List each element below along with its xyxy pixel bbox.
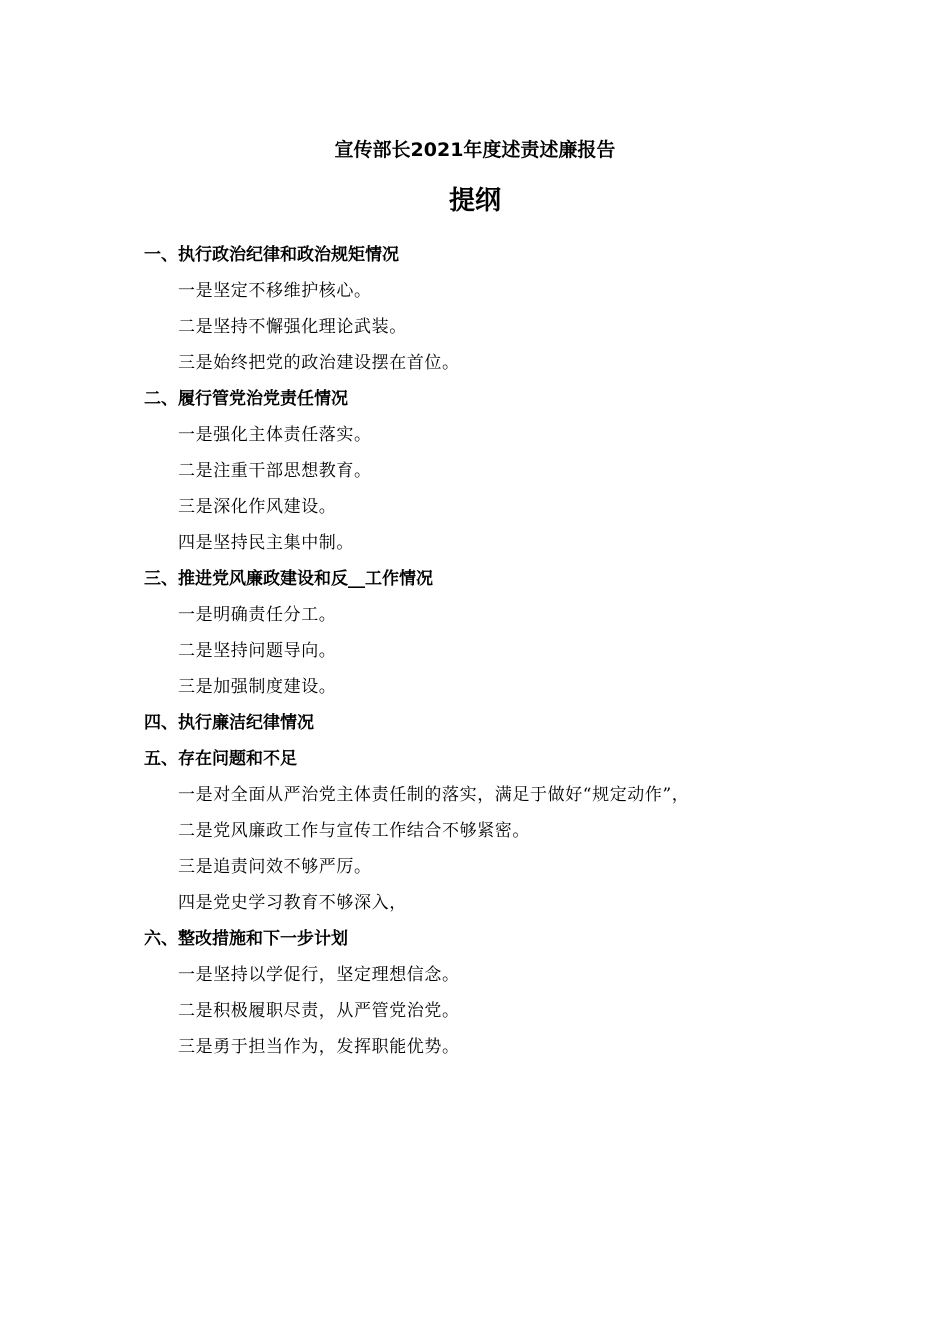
outline-item: 四是党史学习教育不够深入，	[178, 893, 407, 913]
outline-item: 三是深化作风建设。	[178, 497, 337, 517]
outline-item: 二是坚持问题导向。	[178, 641, 337, 661]
outline-item: 二是坚持不懈强化理论武装。	[178, 317, 407, 337]
section-heading: 二、履行管党治党责任情况	[144, 389, 348, 409]
outline-item: 三是加强制度建设。	[178, 677, 337, 697]
document-title: 宣传部长2021年度述责述廉报告	[334, 139, 616, 161]
outline-item: 三是始终把党的政治建设摆在首位。	[178, 353, 460, 373]
outline-item: 二是注重干部思想教育。	[178, 461, 372, 481]
outline-item: 四是坚持民主集中制。	[178, 533, 354, 553]
outline-item: 一是对全面从严治党主体责任制的落实，满足于做好“规定动作”，	[178, 785, 690, 805]
section-heading: 一、执行政治纪律和政治规矩情况	[144, 245, 399, 265]
section-heading: 四、执行廉洁纪律情况	[144, 713, 314, 733]
outline	[144, 241, 824, 1069]
section-heading: 六、整改措施和下一步计划	[144, 929, 348, 949]
outline-item: 二是积极履职尽责，从严管党治党。	[178, 1001, 460, 1021]
outline-item: 一是坚持以学促行，坚定理想信念。	[178, 965, 460, 985]
outline-item: 三是追责问效不够严厉。	[178, 857, 372, 877]
outline-item: 二是党风廉政工作与宣传工作结合不够紧密。	[178, 821, 530, 841]
outline-item: 一是坚定不移维护核心。	[178, 281, 372, 301]
document-subtitle: 提纲	[448, 186, 501, 216]
outline-item: 三是勇于担当作为，发挥职能优势。	[178, 1037, 460, 1057]
section-heading: 三、推进党风廉政建设和反__工作情况	[144, 569, 433, 589]
outline-item: 一是明确责任分工。	[178, 605, 337, 625]
outline-item: 一是强化主体责任落实。	[178, 425, 372, 445]
section-heading: 五、存在问题和不足	[144, 749, 297, 769]
